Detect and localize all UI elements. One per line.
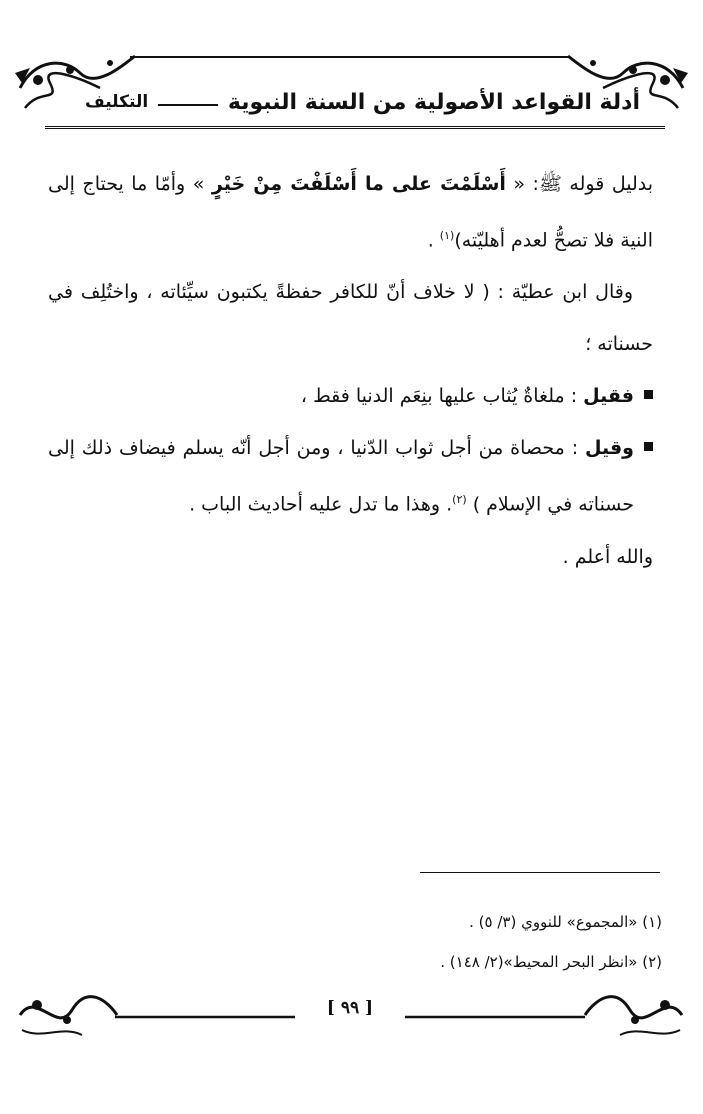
hadith-quote: أَسْلَمْتَ على ما أَسْلَفْتَ مِنْ خَيْرٍ — [211, 173, 506, 195]
bullet-square-icon — [644, 442, 653, 451]
page-number: [ ٩٩ ] — [326, 998, 374, 1018]
body-text — [48, 158, 653, 583]
bottom-left-ornament — [12, 985, 122, 1045]
header-dash — [158, 104, 218, 106]
footnotes — [300, 902, 662, 982]
book-title: أدلة القواعد الأصولية من السنة النبوية — [227, 89, 640, 115]
footnote-ref-1: (١) — [439, 229, 455, 242]
footnote-1: (١) «المجموع» للنووي (٣/ ٥) . — [469, 913, 662, 931]
footnote-rule — [420, 872, 660, 873]
bullet-item-2: وقيل : محصاة من أجل ثواب الدّنيا ، ومن أجل أنّه يسلم فيضاف ذلك إلى حسناته في الإسلام ) $^{(٢)}$. وهذا ما تدل عليه أحاديث الباب . — [48, 422, 653, 530]
paragraph-2: وقال ابن عطيّة : ( لا خلاف أنّ للكافر حفظةً يكتبون سيِّئاته ، واختُلِف في حسناته ؛ — [48, 281, 653, 356]
bullet-square-icon — [644, 390, 653, 399]
bullet-label-2: وقيل — [585, 437, 634, 460]
header-rule — [45, 126, 665, 129]
chapter-title: التكليف — [85, 92, 149, 112]
paragraph-1: بدليل قوله ﷺ: « أَسْلَمْتَ على ما أَسْلَفْتَ مِنْ خَيْرٍ » وأمّا ما يحتاج إلى النية فلا تصحُّ لعدم أهليّته)$^{(١)}$ . — [48, 173, 654, 252]
footnote-ref-2: (٢) — [452, 493, 467, 507]
bullet-item-1: فقيل : ملغاةٌ يُثاب عليها بنِعَم الدنيا فقط ، — [48, 370, 653, 422]
closing-line: والله أعلم . — [562, 545, 653, 568]
running-header — [85, 82, 640, 122]
top-border-line — [130, 52, 570, 62]
bullet-label-1: فقيل — [583, 385, 634, 408]
footnote-2: (٢) «انظر البحر المحيط»(٢/ ١٤٨) . — [440, 953, 662, 971]
bottom-right-ornament — [580, 985, 690, 1045]
